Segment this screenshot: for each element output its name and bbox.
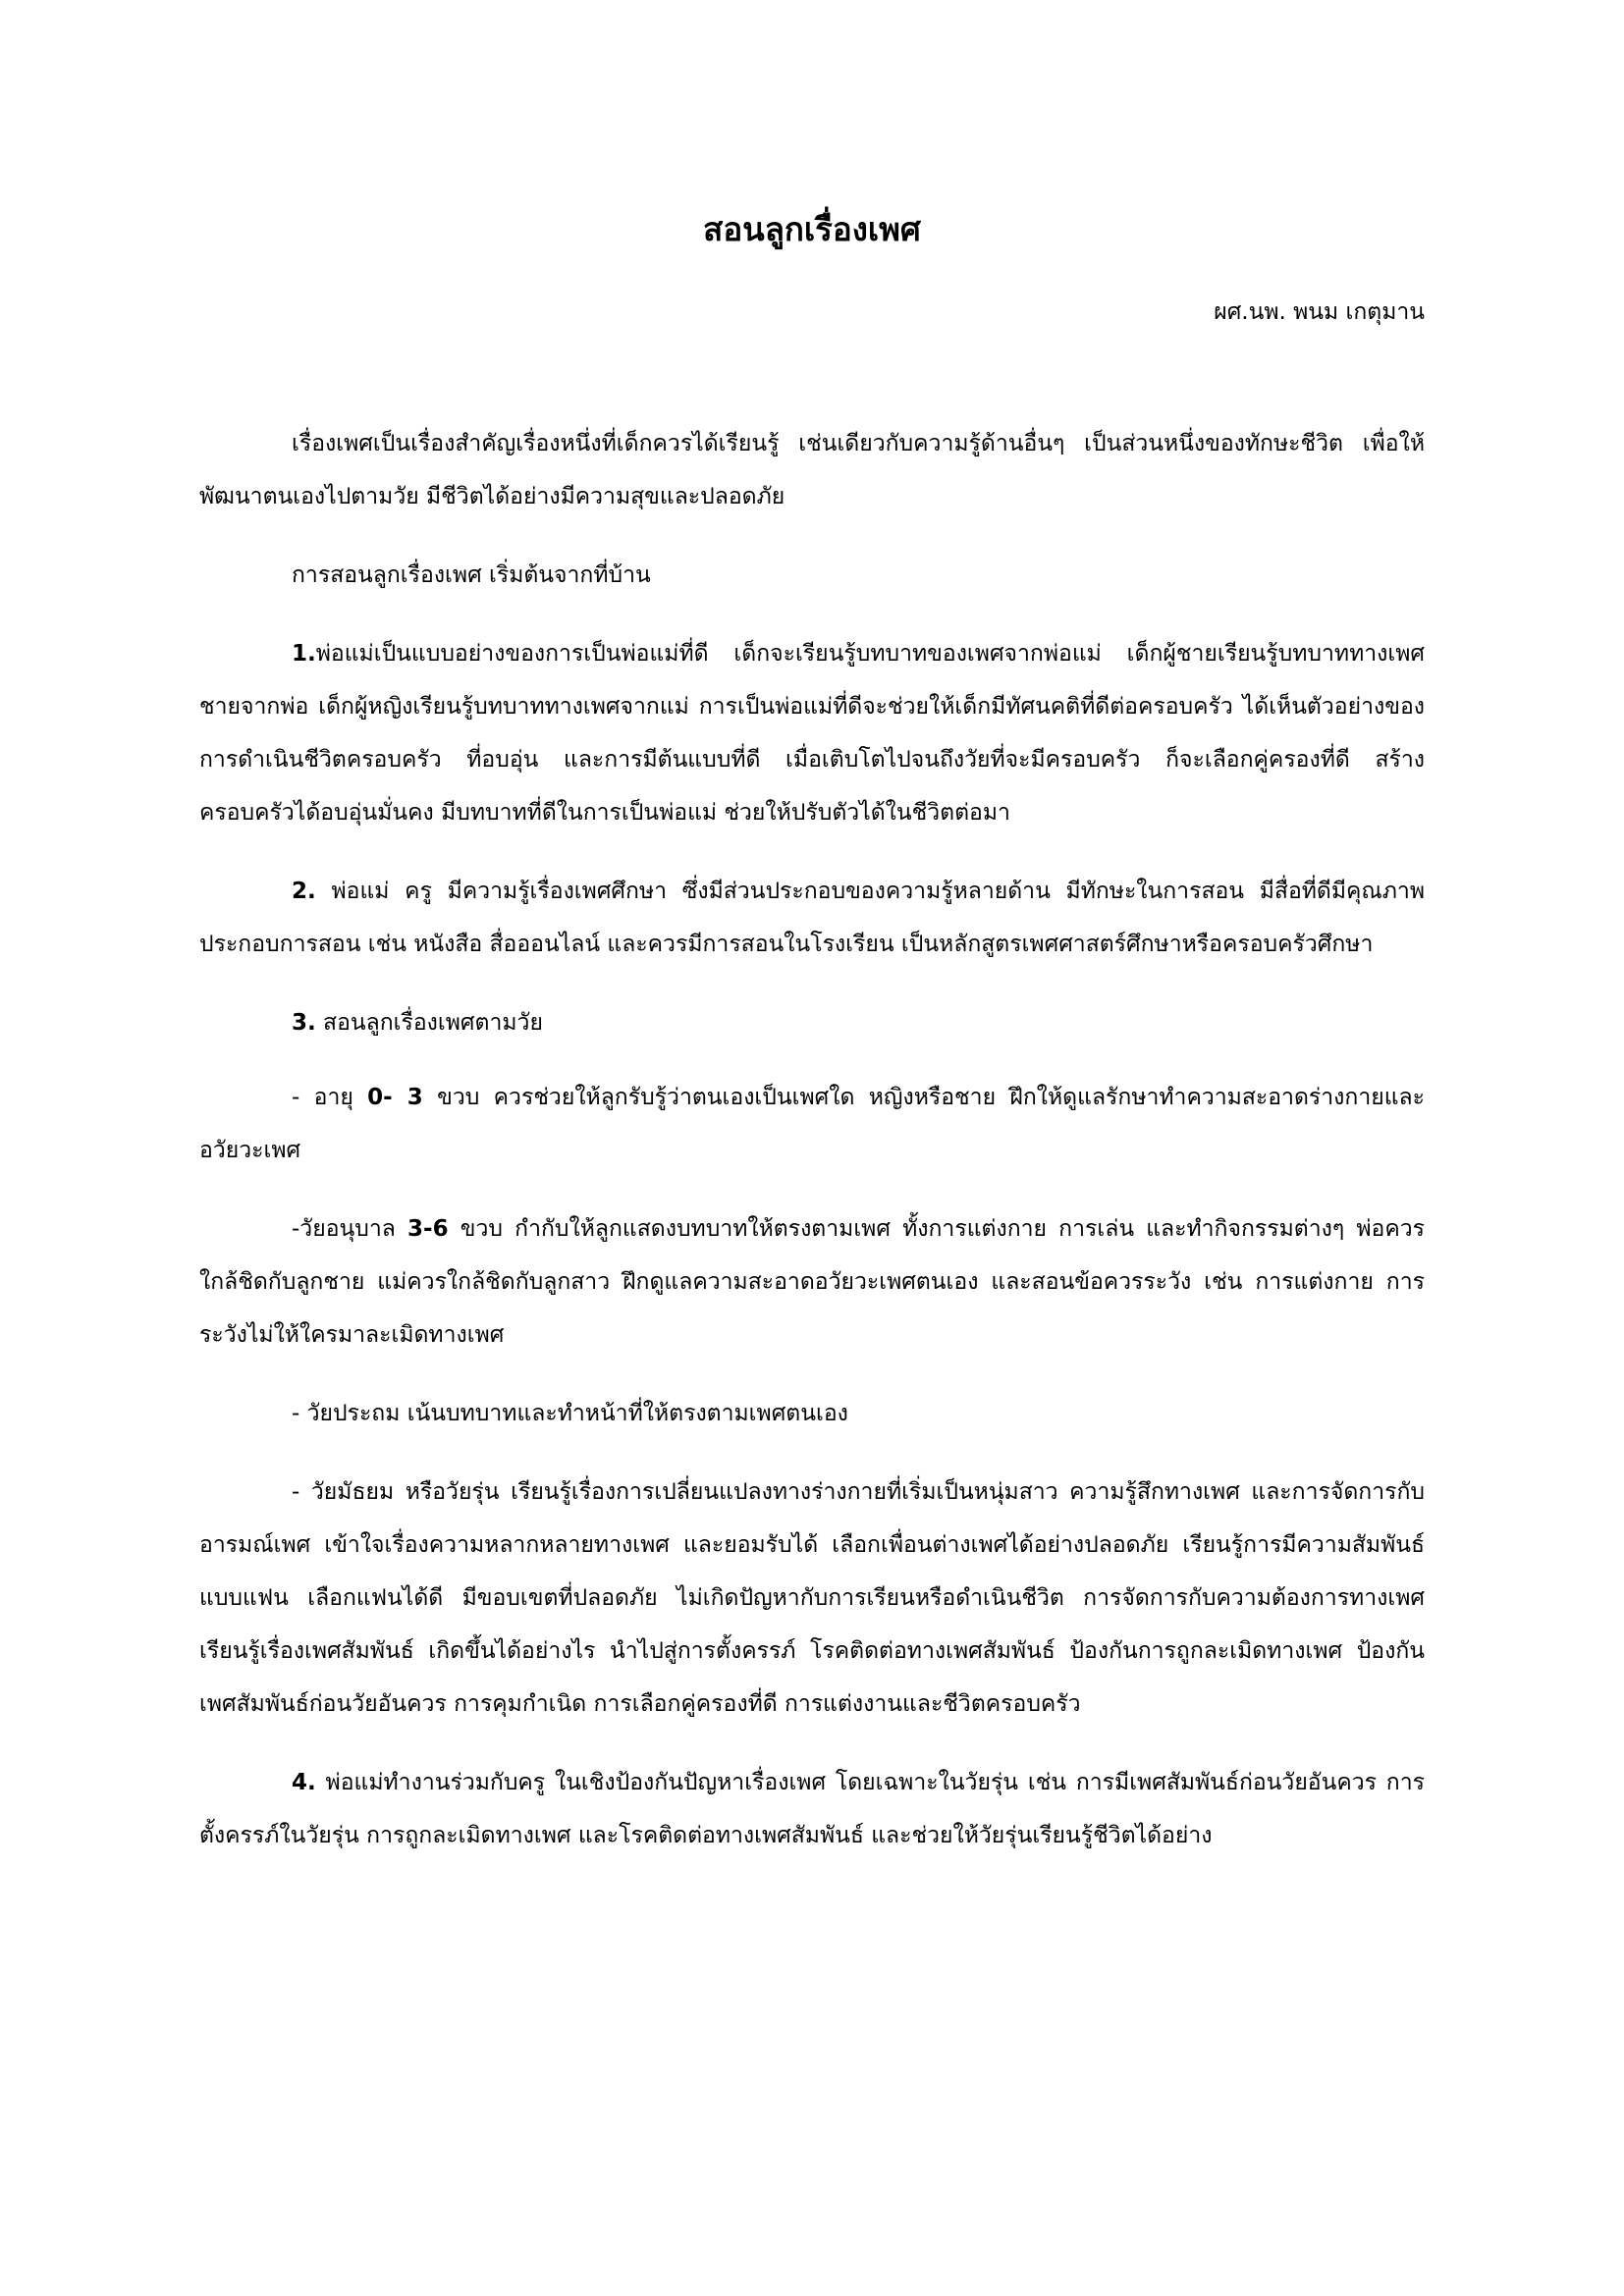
paragraph-prefix: -วัยอนุบาล	[292, 1216, 408, 1242]
paragraph-text: ขวบ กำกับให้ลูกแสดงบทบาทให้ตรงตามเพศ ทั้งการแต่งกาย การเล่น และทำกิจกรรมต่างๆ พ่อควรใกล้ชิดกับลูกชาย แม่ควรใกล้ชิดกับลูกสาว ฝึกดูแลความสะอาดอวัยวะเพศตนเอง และสอนข้อควรระวัง เช่น การแต่งกาย การระวังไม่ให้ใครมาละเมิดทางเพศ	[199, 1216, 1425, 1348]
paragraph-teen-age	[199, 1466, 1425, 1731]
document-body	[199, 417, 1425, 1888]
paragraph-text: - วัยประถม เน้นบทบาทและทำหน้าที่ให้ตรงตามเพศตนเอง	[292, 1401, 848, 1426]
paragraph-item-4	[199, 1756, 1425, 1862]
paragraph-item-1	[199, 627, 1425, 839]
item-number: 3.	[292, 1010, 316, 1036]
paragraph-text: พ่อแม่เป็นแบบอย่างของการเป็นพ่อแม่ที่ดี เด็กจะเรียนรู้บทบาทของเพศจากพ่อแม่ เด็กผู้ชายเรียนรู้บทบาททางเพศชายจากพ่อ เด็กผู้หญิงเรียนรู้บทบาททางเพศจากแม่ การเป็นพ่อแม่ที่ดีจะช่วยให้เด็กมีทัศนคติที่ดีต่อครอบครัว ได้เห็นตัวอย่างของการดำเนินชีวิตครอบครัว ที่อบอุ่น และการมีต้นแบบที่ดี เมื่อเติบโตไปจนถึงวัยที่จะมีครอบครัว ก็จะเลือกคู่ครองที่ดี สร้างครอบครัวได้อบอุ่นมั่นคง มีบทบาทที่ดีในการเป็นพ่อแม่ ช่วยให้ปรับตัวได้ในชีวิตต่อมา	[199, 641, 1425, 826]
paragraph-text: ขวบ ควรช่วยให้ลูกรับรู้ว่าตนเองเป็นเพศใด หญิงหรือชาย ฝึกให้ดูแลรักษาทำความสะอาดร่างกายและอวัยวะเพศ	[199, 1085, 1425, 1163]
paragraph-text: สอนลูกเรื่องเพศตามวัย	[315, 1010, 543, 1036]
paragraph-text: การสอนลูกเรื่องเพศ เริ่มต้นจากที่บ้าน	[292, 562, 651, 588]
paragraph-item-2	[199, 865, 1425, 971]
age-range: 0- 3	[367, 1085, 423, 1110]
document-title: สอนลูกเรื่องเพศ	[703, 210, 921, 248]
paragraph-intro	[199, 417, 1425, 523]
paragraph-primary-age	[199, 1387, 1425, 1440]
paragraph-start-at-home	[199, 549, 1425, 602]
item-number: 4.	[292, 1770, 316, 1795]
age-range: 3-6	[407, 1216, 449, 1242]
author-name: ผศ.นพ. พนม เกตุมาน	[1214, 299, 1425, 325]
paragraph-item-3	[199, 996, 1425, 1049]
paragraph-text: พ่อแม่ ครู มีความรู้เรื่องเพศศึกษา ซึ่งมีส่วนประกอบของความรู้หลายด้าน มีทักษะในการสอน มีสื่อที่ดีมีคุณภาพประกอบการสอน เช่น หนังสือ สื่อออนไลน์ และควรมีการสอนในโรงเรียน เป็นหลักสูตรเพศศาสตร์ศึกษาหรือครอบครัวศึกษา	[199, 879, 1425, 957]
paragraph-text: - วัยมัธยม หรือวัยรุ่น เรียนรู้เรื่องการเปลี่ยนแปลงทางร่างกายที่เริ่มเป็นหนุ่มสาว ความรู้สึกทางเพศ และการจัดการกับอารมณ์เพศ เข้าใจเรื่องความหลากหลายทางเพศ และยอมรับได้ เลือกเพื่อนต่างเพศได้อย่างปลอดภัย เรียนรู้การมีความสัมพันธ์แบบแฟน เลือกแฟนได้ดี มีขอบเขตที่ปลอดภัย ไม่เกิดปัญหากับการเรียนหรือดำเนินชีวิต การจัดการกับความต้องการทางเพศ เรียนรู้เรื่องเพศสัมพันธ์ เกิดขึ้นได้อย่างไร นำไปสู่การตั้งครรภ์ โรคติดต่อทางเพศสัมพันธ์ ป้องกันการถูกละเมิดทางเพศ ป้องกันเพศสัมพันธ์ก่อนวัยอันควร การคุมกำเนิด การเลือกคู่ครองที่ดี การแต่งงานและชีวิตครอบครัว	[199, 1479, 1425, 1717]
item-number: 1.	[292, 641, 316, 667]
paragraph-text: พ่อแม่ทำงานร่วมกับครู ในเชิงป้องกันปัญหาเรื่องเพศ โดยเฉพาะในวัยรุ่น เช่น การมีเพศสัมพันธ์ก่อนวัยอันควร การตั้งครรภ์ในวัยรุ่น การถูกละเมิดทางเพศ และโรคติดต่อทางเพศสัมพันธ์ และช่วยให้วัยรุ่นเรียนรู้ชีวิตได้อย่าง	[199, 1770, 1425, 1848]
item-number: 2.	[292, 879, 316, 904]
paragraph-text: เรื่องเพศเป็นเรื่องสำคัญเรื่องหนึ่งที่เด็กควรได้เรียนรู้ เช่นเดียวกับความรู้ด้านอื่นๆ เป็นส่วนหนึ่งของทักษะชีวิต เพื่อให้พัฒนาตนเองไปตามวัย มีชีวิตได้อย่างมีความสุขและปลอดภัย	[199, 431, 1425, 509]
paragraph-prefix: - อายุ	[292, 1085, 368, 1110]
paragraph-age-0-3	[199, 1071, 1425, 1177]
paragraph-age-3-6	[199, 1202, 1425, 1362]
